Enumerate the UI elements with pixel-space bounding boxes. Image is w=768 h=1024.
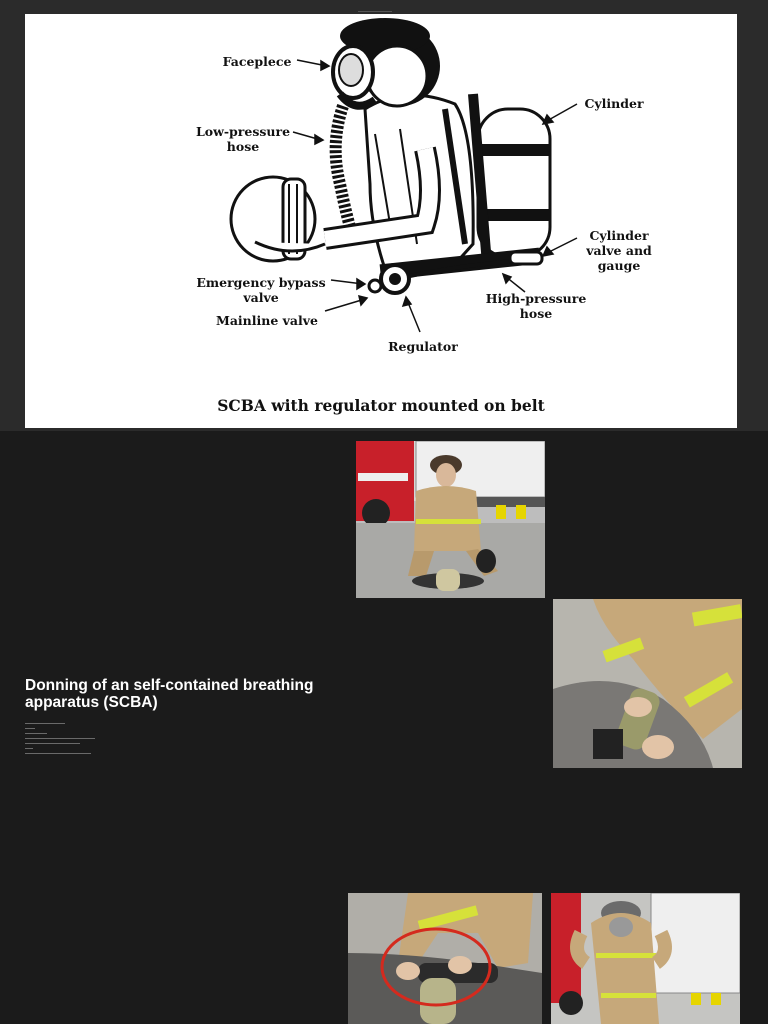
firefighter-scba-illustration — [25, 14, 737, 428]
label-high-pressure-hose: High-pressure hose — [485, 291, 587, 321]
slide-notes — [25, 723, 115, 758]
label-mainline-valve: Mainline valve — [216, 313, 318, 328]
scba-diagram — [25, 14, 737, 428]
photo-kneeling-firefighter — [356, 441, 545, 598]
photo-hands-on-cylinder — [553, 599, 742, 768]
photo-cylinder-valve-circled — [348, 893, 542, 1024]
cylinder-valve-image — [348, 893, 542, 1024]
label-cylinder: Cylinder — [584, 96, 644, 111]
label-emergency-bypass-valve: Emergency bypass valve — [196, 275, 326, 305]
photo-overhead-donning — [551, 893, 740, 1024]
hands-cylinder-image — [553, 599, 742, 768]
label-regulator: Regulator — [388, 339, 458, 354]
top-slide-band — [0, 0, 768, 431]
slide-title: Donning of an self-contained breathing apparatus (SCBA) — [25, 677, 314, 711]
label-cylinder-valve-gauge: Cylinder valve and gauge — [586, 228, 652, 273]
diagram-caption: SCBA with regulator mounted on belt — [217, 396, 545, 415]
overhead-donning-image — [551, 893, 740, 1024]
label-low-pressure-hose: Low-pressure hose — [195, 124, 291, 154]
resize-handle[interactable] — [358, 6, 392, 12]
label-faceplece: Faceplece — [222, 54, 292, 69]
kneeling-firefighter-image — [356, 441, 545, 598]
